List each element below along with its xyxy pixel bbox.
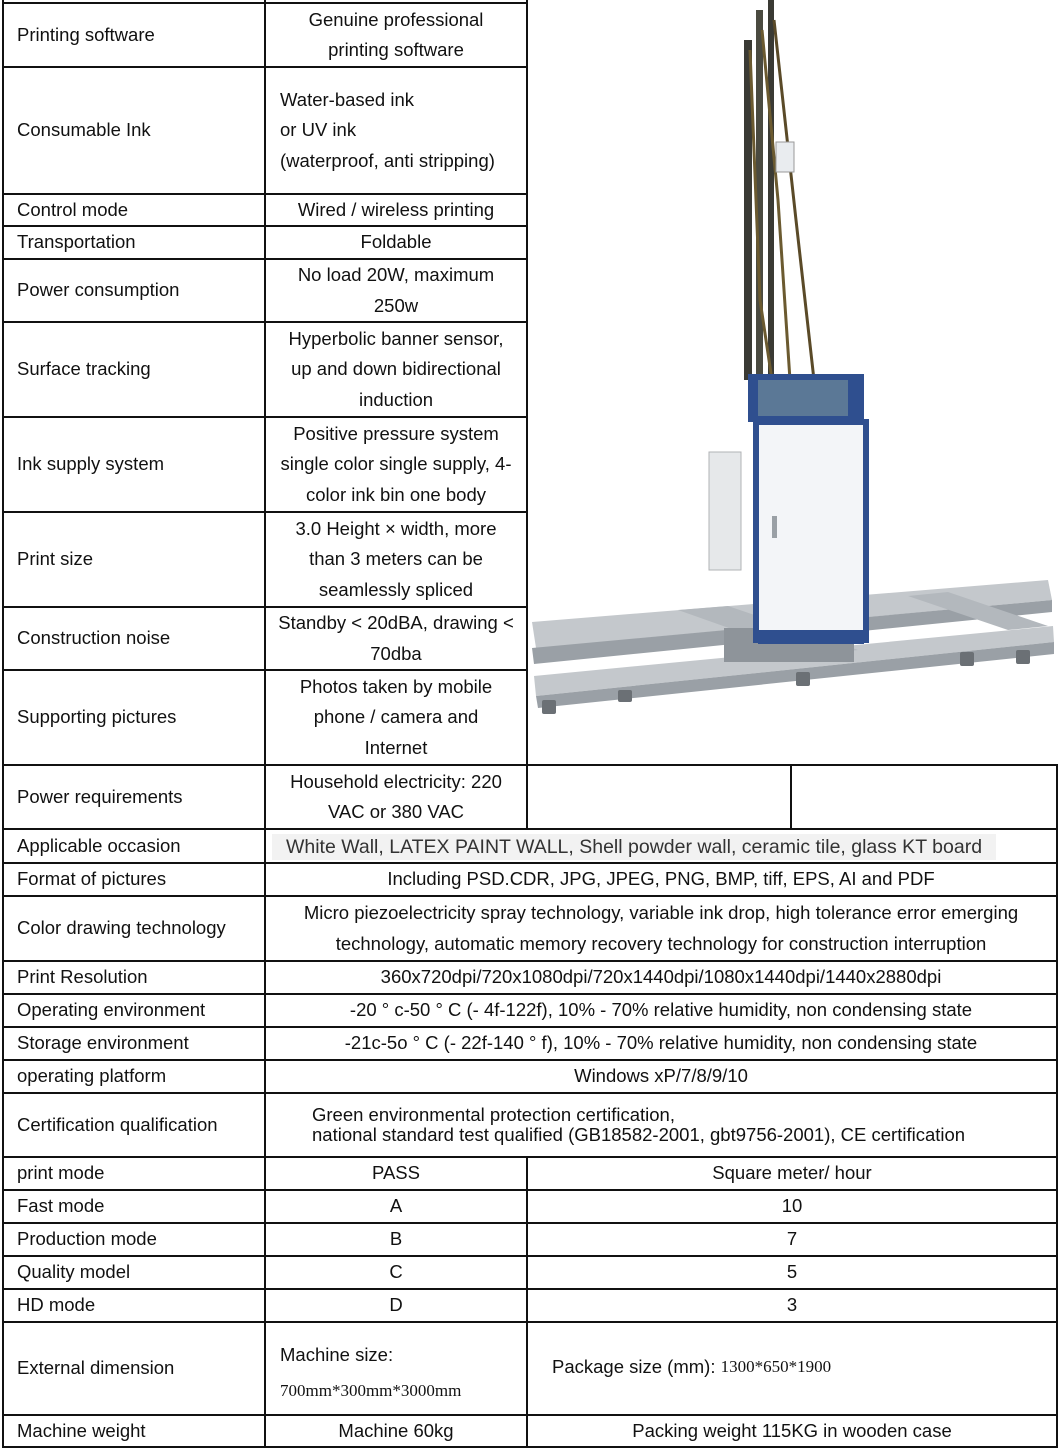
- spec-value: 3.0 Height × width, more than 3 meters can be seamlessly spliced: [295, 517, 497, 600]
- spec-value: Standby < 20dBA, drawing < 70dba: [278, 612, 514, 664]
- spec-value: Wired / wireless printing: [297, 198, 495, 220]
- mode-pass: A: [389, 1195, 403, 1217]
- spec-value: Foldable: [360, 231, 432, 253]
- ink-bin-panel: [709, 452, 741, 570]
- wide-spec-value: Including PSD.CDR, JPG, JPEG, PNG, BMP, tiff, EPS, AI and PDF: [387, 868, 935, 890]
- wide-spec-label: Format of pictures: [17, 868, 167, 890]
- wide-spec-value: Green environmental protection certification, national standard test qualified (GB18582-2001, gbt9756-2001), CE certification: [312, 1104, 966, 1145]
- wide-spec-label: Storage environment: [17, 1032, 189, 1054]
- printer-cabinet: [748, 374, 866, 644]
- package-size-caption: Package size (mm):: [552, 1355, 721, 1377]
- spec-label: Power requirements: [17, 785, 183, 807]
- mode-label: Fast mode: [17, 1195, 105, 1217]
- printer-photo: [528, 0, 1058, 766]
- wide-spec-value: Micro piezoelectricity spray technology, variable ink drop, high tolerance error emerging technology, automatic memory recovery technology for construction interruption: [303, 902, 1019, 954]
- spec-label: Consumable Ink: [17, 119, 151, 141]
- printer-mast: [744, 0, 814, 380]
- package-size: [552, 1352, 1052, 1382]
- spec-label: Surface tracking: [17, 358, 151, 380]
- wide-spec-value: 360x720dpi/720x1080dpi/720x1440dpi/1080x1440dpi/1440x2880dpi: [380, 966, 942, 988]
- mode-rate: 10: [781, 1195, 803, 1217]
- mode-rate: 7: [786, 1228, 798, 1250]
- package-size-value: 1300*650*1900: [720, 1356, 832, 1376]
- wide-spec-value: -21c-5o ° C (- 22f-140 ° f), 10% - 70% relative humidity, non condensing state: [344, 1032, 978, 1054]
- wide-spec-label: operating platform: [17, 1065, 167, 1087]
- packing-weight: Packing weight 115KG in wooden case: [632, 1419, 952, 1441]
- wall-printer-illustration: [528, 0, 1058, 766]
- mode-header-rate: Square meter/ hour: [712, 1162, 872, 1184]
- spec-value: Genuine professional printing software: [308, 8, 484, 60]
- weight-label: Machine weight: [17, 1419, 146, 1441]
- machine-weight: Machine 60kg: [338, 1419, 454, 1441]
- wide-spec-value: -20 ° c-50 ° C (- 4f-122f), 10% - 70% relative humidity, non condensing state: [349, 999, 973, 1021]
- spec-label: Supporting pictures: [17, 706, 177, 728]
- wide-spec-label: Applicable occasion: [17, 834, 181, 856]
- mode-rate: 5: [786, 1261, 798, 1283]
- spec-value: Positive pressure system single color single supply, 4-color ink bin one body: [280, 422, 512, 505]
- spec-value: Photos taken by mobile phone / camera and Internet: [299, 675, 493, 758]
- mode-pass: D: [389, 1294, 403, 1316]
- wide-spec-value: White Wall, LATEX PAINT WALL, Shell powder wall, ceramic tile, glass KT board: [272, 834, 996, 860]
- machine-size-caption: Machine size:: [280, 1344, 394, 1365]
- spec-value: Hyperbolic banner sensor, up and down bidirectional induction: [288, 327, 504, 410]
- spec-value: No load 20W, maximum 250w: [297, 264, 495, 316]
- wide-spec-label: Print Resolution: [17, 966, 148, 988]
- mode-header-label: print mode: [17, 1162, 105, 1184]
- mode-label: Quality model: [17, 1261, 131, 1283]
- spec-label: Transportation: [17, 231, 136, 253]
- spec-label: Print size: [17, 548, 94, 570]
- wide-spec-label: Color drawing technology: [17, 917, 226, 939]
- mode-rate: 3: [786, 1294, 798, 1316]
- spec-label: Control mode: [17, 198, 129, 220]
- spec-label: Construction noise: [17, 627, 171, 649]
- mode-label: HD mode: [17, 1294, 96, 1316]
- wide-spec-label: Operating environment: [17, 999, 206, 1021]
- spec-value: Water-based ink or UV ink (waterproof, anti stripping): [280, 88, 495, 171]
- spec-label: Printing software: [17, 23, 155, 45]
- wide-spec-value: Windows xP/7/8/9/10: [574, 1065, 748, 1087]
- mode-header-pass: PASS: [372, 1162, 420, 1184]
- machine-size-value: 700mm*300mm*3000mm: [280, 1381, 462, 1400]
- mode-pass: C: [389, 1261, 403, 1283]
- wide-spec-label: Certification qualification: [17, 1113, 218, 1135]
- dimension-label: External dimension: [17, 1357, 175, 1379]
- mode-pass: B: [389, 1228, 403, 1250]
- spec-value: Household electricity: 220 VAC or 380 VAC: [290, 770, 502, 822]
- spec-label: Ink supply system: [17, 453, 165, 475]
- mode-label: Production mode: [17, 1228, 157, 1250]
- spec-label: Power consumption: [17, 279, 180, 301]
